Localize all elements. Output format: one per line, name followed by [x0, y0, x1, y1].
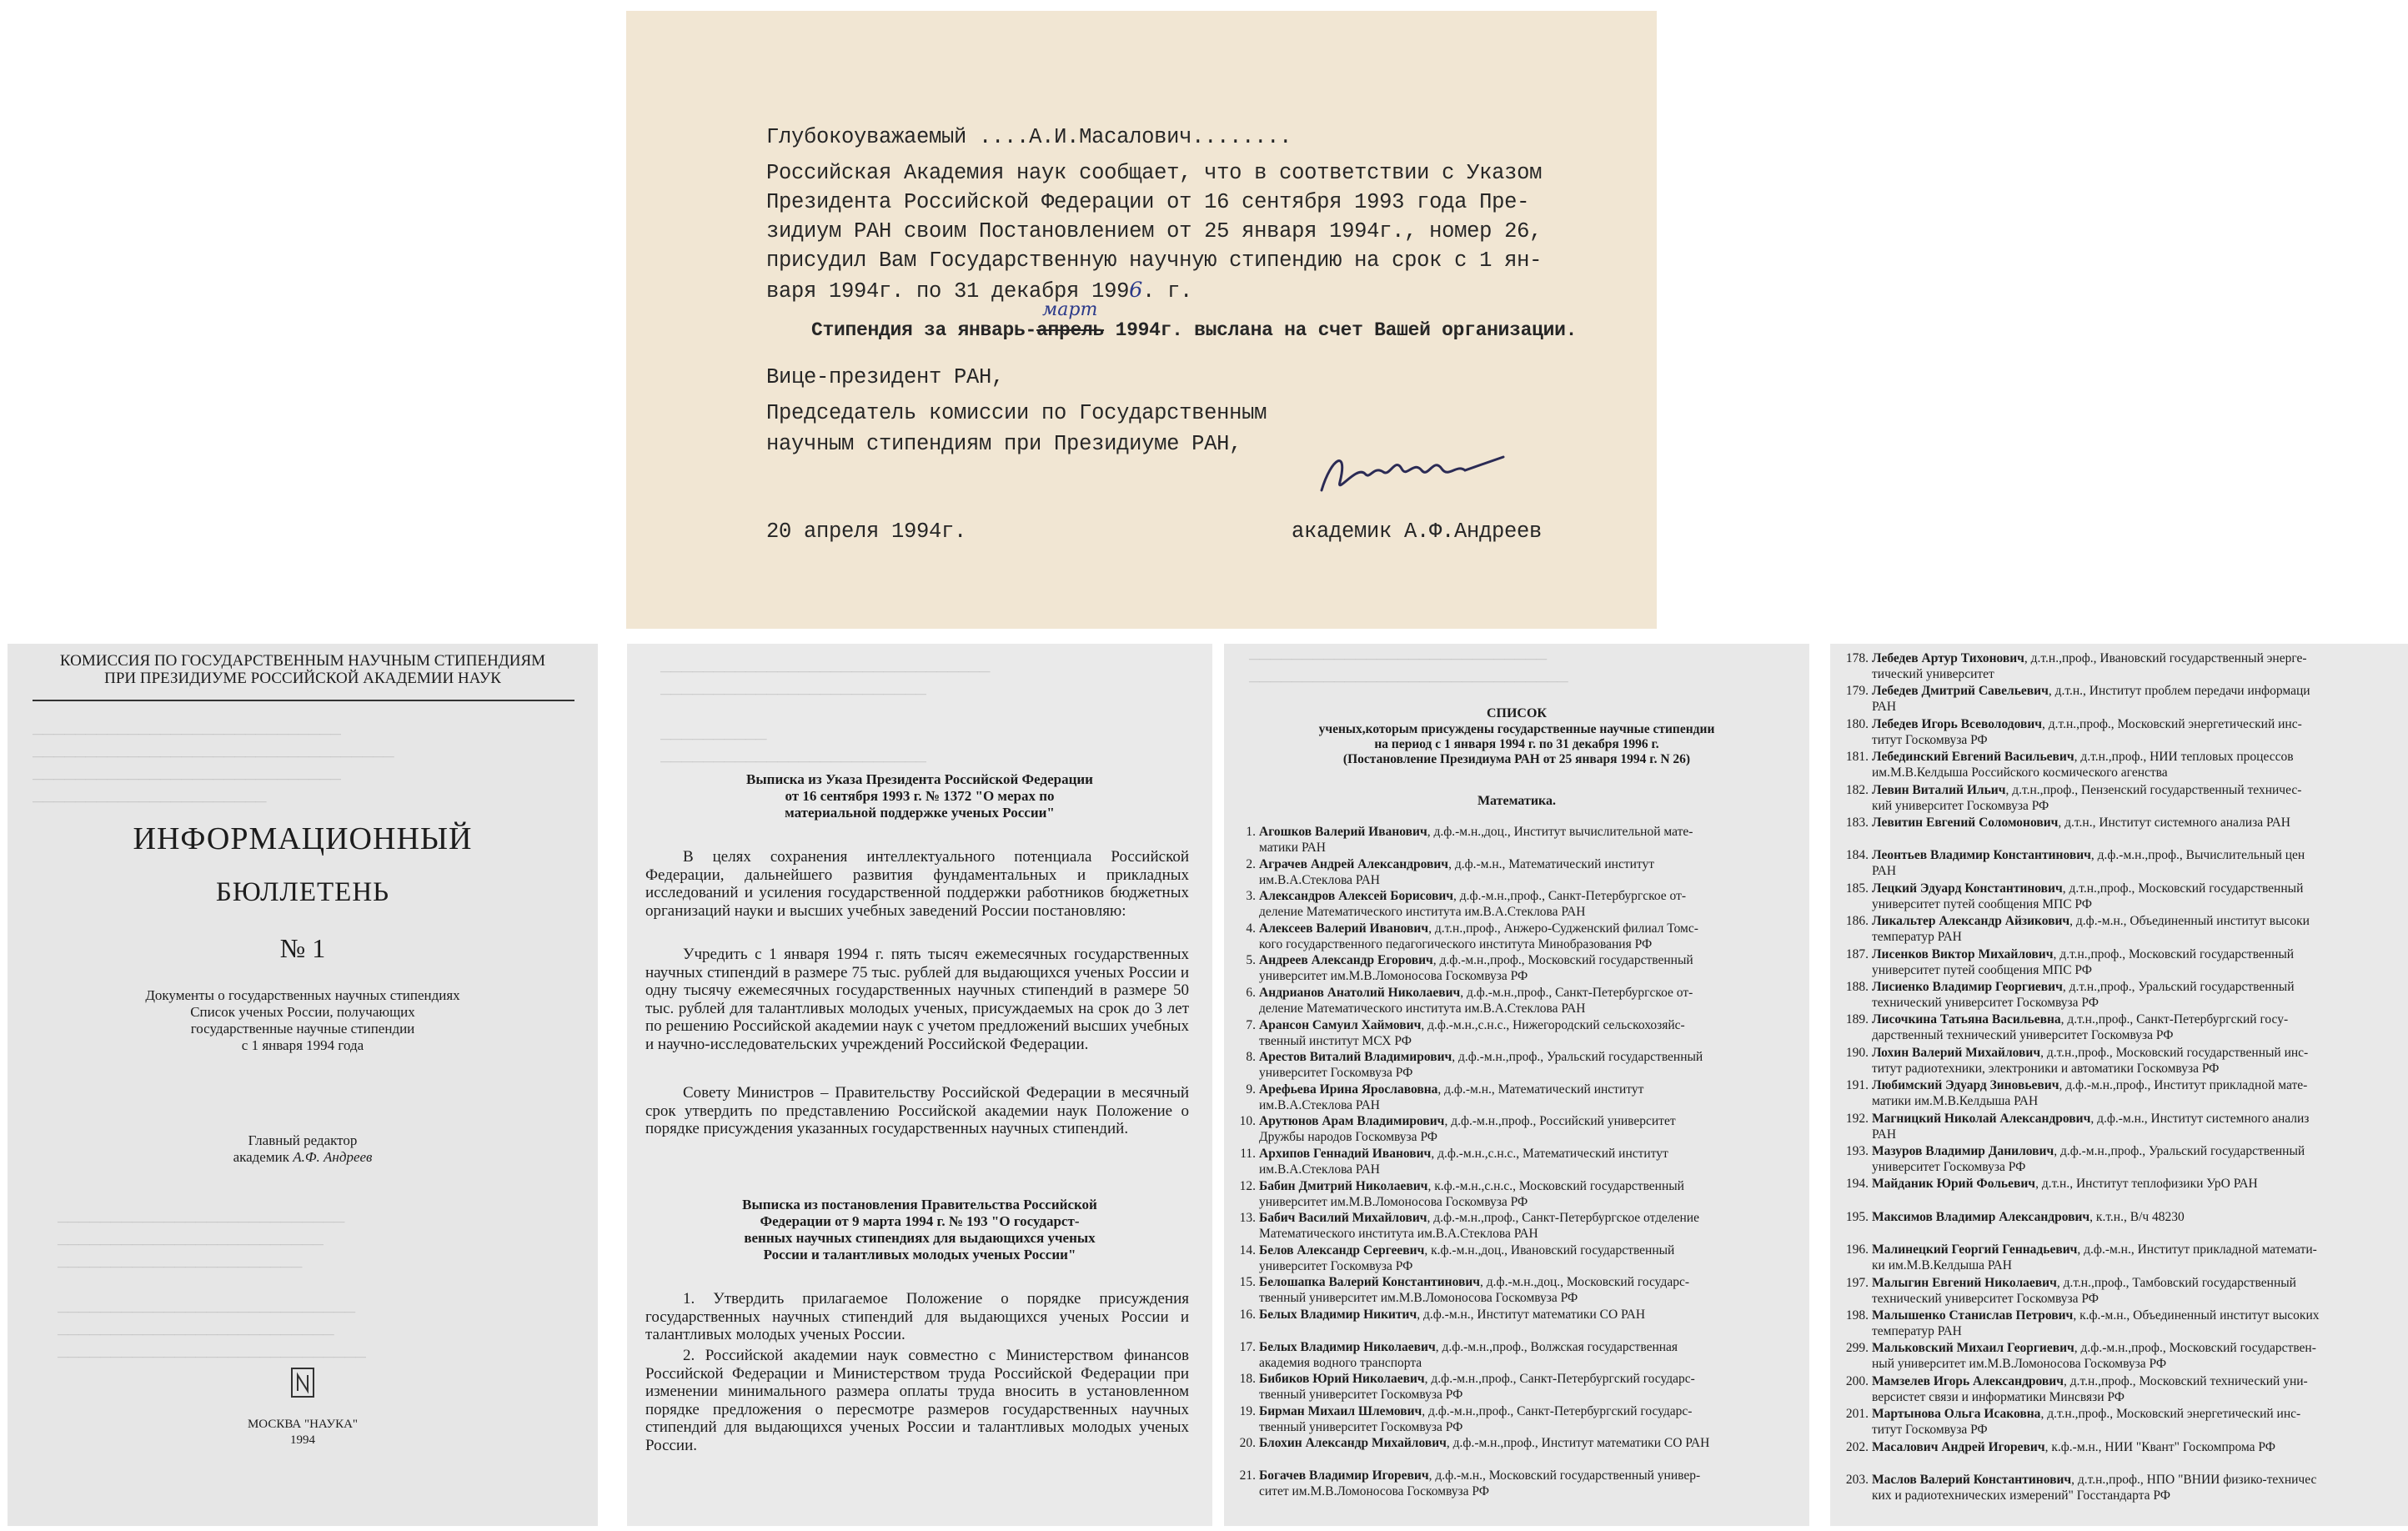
letter-stipend-line: Стипендия за январь-апрель 1994г. выслана на счет Вашей организации. [811, 319, 1578, 341]
handwritten-correction: март [1042, 299, 1098, 320]
list-item-name: Лебедев Игорь Всеволодович [1872, 716, 2043, 731]
list-item-details: , д.ф.-м.н.,с.н.с., Математический институт [1431, 1147, 1668, 1161]
letter-salutation: Глубокоуважаемый ....А.И.Масалович........ [766, 125, 1292, 149]
bleed-through-text: ───────────────────────────── ────────────────────────────────── ───────────────────────────── ────────────────────── [33, 725, 394, 810]
bleed-through-text: ──────────────────────────── ────────────────────────────── [1249, 650, 1568, 690]
list-item [1231, 1435, 1709, 1451]
list-item [1231, 1371, 1695, 1387]
list-item-details: , д.ф.-м.н.,проф., Уральский государственный [1452, 1050, 1703, 1065]
list-item-number: 188. [1845, 980, 1869, 994]
list-item-details: , к.ф.-м.н., НИИ "Квант" Госкомпрома РФ [2044, 1439, 2275, 1454]
list-item-number: 201. [1845, 1407, 1869, 1422]
list-item-details: , д.ф.-м.н.,с.н.с., Нижегородский сельскохозяйс- [1421, 1017, 1685, 1032]
list-item-details: , д.т.н.,проф., НПО "ВНИИ физико-техничес [2071, 1473, 2317, 1487]
list-item [1837, 1111, 2309, 1127]
list-item-continuation: технический университет Госкомвуза РФ [1872, 996, 2099, 1010]
list-item-name: Мамзелев Игорь Александрович [1872, 1373, 2064, 1388]
list-item-number: 198. [1845, 1308, 1869, 1323]
list-item [1837, 979, 2295, 995]
list-item-details: , д.т.н.,проф., Пензенский государственный техничес- [2005, 782, 2302, 797]
list-item-details: , д.ф.-м.н.,проф., Волжская государственная [1435, 1339, 1678, 1354]
list-item-number: 181. [1845, 750, 1869, 765]
list-item-continuation: Дружбы народов Госкомвуза РФ [1259, 1130, 1438, 1145]
list-item-details: , д.ф.-м.н.,проф., Санкт-Петербургский государс- [1422, 1403, 1693, 1418]
list-item-number: 184. [1845, 848, 1869, 863]
list-item-name: Мальковский Михаил Георгиевич [1872, 1341, 2074, 1356]
list-item-continuation: температур РАН [1872, 930, 1962, 945]
list-item-number: 180. [1845, 716, 1869, 731]
list-title: СПИСОК [1486, 706, 1548, 720]
list-item-name: Леонтьев Владимир Константинович [1872, 848, 2091, 863]
list-item [1837, 1406, 2300, 1422]
resolution-paragraph: 1. Утвердить прилагаемое Положение о порядке присуждения государственных научных стипендий для выдающихся ученых России и талантливых молодых ученых России. [645, 1290, 1189, 1343]
list-item-details: , д.ф.-м.н.,проф., Институт прикладной мате- [2059, 1078, 2308, 1093]
cover-title-1: ИНФОРМАЦИОННЫЙ [133, 821, 473, 856]
list-item-name: Малинецкий Георгий Геннадьевич [1872, 1242, 2078, 1257]
list-item [1231, 1017, 1685, 1033]
list-item-number: 6. [1246, 986, 1256, 1000]
list-item-number: 18. [1239, 1372, 1256, 1387]
list-item-name: Богачев Владимир Игоревич [1259, 1468, 1429, 1483]
list-item [1231, 1178, 1684, 1194]
list-item-continuation: РАН [1872, 864, 1897, 879]
list-item-details: , д.т.н.,проф., Московский технический уни- [2063, 1373, 2308, 1388]
list-item-number: 202. [1845, 1439, 1869, 1454]
list-item-number: 14. [1239, 1242, 1256, 1257]
list-item [1231, 1049, 1703, 1065]
list-item-details: , д.ф.-м.н.,доц., Московский государс- [1480, 1275, 1690, 1290]
list-item-details: , д.т.н.,проф., Тамбовский государственный [2056, 1275, 2296, 1290]
list-item [1231, 1274, 1689, 1290]
handwritten-year: 6 [1129, 278, 1143, 303]
list-item-continuation: университет Госкомвуза РФ [1259, 1066, 1413, 1081]
list-item [1837, 1439, 2275, 1455]
list-item-name: Максимов Владимир Александрович [1872, 1209, 2090, 1224]
list-item [1837, 881, 2303, 896]
list-item [1231, 888, 1686, 904]
list-item-name: Ликальтер Александр Айзикович [1872, 914, 2070, 929]
list-item-continuation: университет путей сообщения МПС РФ [1872, 962, 2093, 977]
list-item [1837, 1143, 2305, 1159]
list-item-details: , д.ф.-м.н.,проф., Вычислительный цен [2090, 848, 2305, 863]
list-item-number: 15. [1239, 1275, 1256, 1290]
list-item-number: 1. [1246, 825, 1256, 839]
list-item-name: Лохин Валерий Михайлович [1872, 1045, 2041, 1060]
list-item-name: Малышенко Станислав Петрович [1872, 1308, 2074, 1323]
list-item-continuation: РАН [1872, 1127, 1897, 1142]
list-item [1837, 1275, 2296, 1291]
list-item-name: Лисиенко Владимир Георгиевич [1872, 980, 2063, 994]
list-item-number: 4. [1246, 921, 1256, 936]
list-item-continuation: температур РАН [1872, 1324, 1962, 1338]
list-item-continuation: тический университет [1872, 667, 1994, 681]
list-item-details: , д.т.н.,проф., Анжеро-Судженский филиал Томс- [1428, 921, 1698, 936]
list-item-number: 21. [1239, 1468, 1256, 1483]
list-item-continuation: титут Госкомвуза РФ [1872, 732, 1988, 747]
list-item-details: , д.т.н.,проф., Московский государственный [2062, 881, 2304, 896]
letter-date: 20 апреля 1994г. [766, 520, 967, 544]
list-item-name: Бибиков Юрий Николаевич [1259, 1372, 1425, 1387]
list-item-number: 185. [1845, 881, 1869, 896]
list-item [1231, 1468, 1700, 1483]
list-item [1837, 1472, 2316, 1488]
list-item-continuation: твенный университет Госкомвуза РФ [1259, 1388, 1463, 1403]
list-item-number: 179. [1845, 684, 1869, 699]
cover-number: № 1 [279, 933, 326, 963]
cover-editor: Главный редактор академик А.Ф. Андреев [233, 1132, 373, 1165]
list-item-continuation: им.В.А.Стеклова РАН [1259, 872, 1380, 887]
cover-publisher: МОСКВА "НАУКА" 1994 [247, 1418, 359, 1447]
letter-signature-line: научным стипендиям при Президиуме РАН, [766, 432, 1242, 456]
list-item-continuation: университет путей сообщения МПС РФ [1872, 896, 2093, 911]
letter-body-line: зидиум РАН своим Постановлением от 25 января 1994г., номер 26, [766, 219, 1543, 243]
scholars-list-page-2 [1830, 644, 2408, 1526]
scholars-list-page-1 [1224, 644, 1809, 1526]
list-item-number: 13. [1239, 1211, 1256, 1226]
publisher-logo-icon [291, 1368, 314, 1398]
list-item-name: Магницкий Николай Александрович [1872, 1111, 2091, 1126]
list-item-name: Мазуров Владимир Данилович [1872, 1144, 2054, 1158]
list-item [1837, 1308, 2320, 1323]
list-item-continuation: версистет связи и информатики Минсвязи РФ [1872, 1389, 2125, 1404]
list-item [1231, 1113, 1676, 1129]
list-item-details: , д.т.н.,проф., Санкт-Петербургский госу- [2060, 1012, 2289, 1027]
list-item-details: , к.ф.-м.н.,доц., Ивановский государственный [1424, 1242, 1675, 1257]
list-section: Математика. [1477, 794, 1557, 808]
list-item-continuation: им.В.А.Стеклова РАН [1259, 1162, 1380, 1177]
list-item-details: , д.т.н., Институт системного анализа РАН [2058, 816, 2291, 830]
list-item-continuation: университет им.М.В.Ломоносова Госкомвуза РФ [1259, 1194, 1528, 1209]
list-item-number: 5. [1246, 953, 1256, 968]
list-item-name: Лебедев Дмитрий Савельевич [1872, 684, 2049, 699]
list-item-details: , д.ф.-м.н.,проф., Санкт-Петербургское от- [1453, 889, 1687, 904]
list-item-details: , д.ф.-м.н., Институт системного анализ [2090, 1111, 2310, 1126]
list-item-continuation: ких и радиотехнических измерений" Госстандарта РФ [1872, 1488, 2171, 1503]
list-item-name: Лисенков Виктор Михайлович [1872, 946, 2054, 961]
list-item-details: , д.ф.-м.н.,проф., Российский университет [1444, 1114, 1676, 1129]
list-item-continuation: титут радиотехники, электроники и автоматики Госкомвуза РФ [1872, 1061, 2220, 1076]
list-item-continuation: дарственный технический университет Госкомвуза РФ [1872, 1028, 2174, 1043]
decree-paragraph: Учредить с 1 января 1994 г. пять тысяч ежемесячных государственных научных стипендий в размере 75 тыс. рублей для выдающихся ученых России и одну тысячу ежемесячных государственных научных стипендий в размере 50 тыс. рублей для талантливых молодых ученых, присуждаемых на срок до 3 лет по решению Российской академии наук с учетом предложений высших учебных и научно-исследовательских учреждений Российской Федерации. [645, 946, 1189, 1053]
list-item-name: Белых Владимир Николаевич [1259, 1339, 1436, 1354]
list-item-name: Малыгин Евгений Николаевич [1872, 1275, 2057, 1290]
list-item-continuation: Математического института им.В.А.Стеклова РАН [1259, 1227, 1538, 1242]
bulletin-cover-page [8, 644, 598, 1526]
list-item [1837, 1176, 2258, 1192]
list-item [1231, 1146, 1668, 1162]
list-item-name: Белых Владимир Никитич [1259, 1308, 1417, 1322]
list-item-continuation: ки им.М.В.Келдыша РАН [1872, 1258, 2012, 1273]
list-item [1837, 1373, 2308, 1389]
list-item-details: , д.ф.-м.н.,доц., Институт вычислительной мате- [1427, 825, 1693, 839]
list-item-details: , д.ф.-м.н.,проф., Уральский государственный [2054, 1144, 2305, 1158]
list-item [1231, 985, 1693, 1001]
list-item-name: Мартынова Ольга Исаковна [1872, 1407, 2041, 1422]
letter-signature-line: Председатель комиссии по Государственным [766, 401, 1267, 425]
list-item-number: 8. [1246, 1050, 1256, 1065]
list-item-number: 193. [1845, 1144, 1869, 1158]
list-item-continuation: технический университет Госкомвуза РФ [1872, 1291, 2099, 1306]
list-item-details: , д.т.н.,проф., Московский государственный инс- [2040, 1045, 2309, 1060]
list-item-name: Арутюнов Арам Владимирович [1259, 1114, 1445, 1129]
signature-icon [1315, 432, 1507, 507]
letter-body-line: Российская Академия наук сообщает, что в соответствии с Указом [766, 161, 1543, 185]
list-item [1837, 847, 2305, 863]
decree-heading: Выписка из Указа Президента Российской Федерации от 16 сентября 1993 г. № 1372 "О мерах по материальной поддержке ученых России" [746, 771, 1093, 821]
list-item-continuation: университет им.М.В.Ломоносова Госкомвуза РФ [1259, 969, 1528, 984]
list-item-details: , д.ф.-м.н., Объединенный институт высоки [2069, 914, 2310, 929]
list-item-continuation: матики РАН [1259, 841, 1326, 855]
list-item-name: Блохин Александр Михайлович [1259, 1436, 1447, 1451]
list-item-continuation: деление Математического института им.В.А.Стеклова РАН [1259, 905, 1586, 920]
letter-body-line: присудил Вам Государственную научную стипендию на срок с 1 ян- [766, 248, 1543, 273]
list-item [1231, 1339, 1678, 1355]
list-item [1231, 1403, 1692, 1419]
list-item-number: 2. [1246, 856, 1256, 871]
resolution-paragraph: 2. Российской академии наук совместно с Министерством финансов Российской Федерации и Министерством труда Российской Федерации при изменении минимального размера оплаты труда вносить в установленном порядке предложения о пересмотре размеров государственных научных стипендий для выдающихся ученых России и талантливых молодых ученых России. [645, 1347, 1189, 1454]
list-item-details: , д.т.н.,проф., Ивановский государственный энерге- [2024, 651, 2307, 665]
list-item-continuation: ситет им.М.В.Ломоносова Госкомвуза РФ [1259, 1484, 1490, 1498]
cover-title-2: БЮЛЛЕТЕНЬ [215, 877, 390, 907]
list-item-details: , д.ф.-м.н., Математический институт [1448, 856, 1654, 871]
cover-subtitle: Документы о государственных научных стипендиях Список ученых России, получающих государственные научные стипендии с 1 января 1994 года [145, 987, 460, 1053]
list-item [1231, 824, 1693, 840]
list-item-continuation: твенный университет Госкомвуза РФ [1259, 1419, 1463, 1434]
list-item-details: , д.т.н.,проф., Московский энергетический инс- [2040, 1407, 2301, 1422]
list-item [1837, 782, 2301, 798]
list-item-details: , к.ф.-м.н., Объединенный институт высоких [2073, 1308, 2320, 1323]
list-item-number: 17. [1239, 1339, 1256, 1354]
list-subtitle: ученых,которым присуждены государственные научные стипендии на период с 1 января 1994 г. по 31 декабря 1996 г. (Постановление Президиума РАН от 25 января 1994 г. N 26) [1318, 722, 1715, 766]
list-item-number: 190. [1845, 1045, 1869, 1060]
list-item-details: , д.ф.-м.н., Институт прикладной математи- [2077, 1242, 2317, 1257]
list-item-continuation: университет Госкомвуза РФ [1872, 1160, 2026, 1174]
list-item-continuation: РАН [1872, 700, 1897, 715]
list-item-name: Лисочкина Татьяна Васильевна [1872, 1012, 2061, 1027]
list-item [1231, 1082, 1643, 1097]
list-item-details: , д.т.н.,проф., Московский энергетический инс- [2042, 716, 2302, 731]
list-item-details: , д.ф.-м.н., Московский государственный универ- [1428, 1468, 1701, 1483]
list-item [1231, 1307, 1645, 1323]
decree-paragraph: Совету Министров – Правительству Российской Федерации в месячный срок утвердить по представлению Российской академии наук Положение о порядке присуждения указанных государственных научных стипендий. [645, 1084, 1189, 1137]
list-item-name: Арефьева Ирина Ярославовна [1259, 1082, 1438, 1097]
list-item-continuation: титут Госкомвуза РФ [1872, 1423, 1988, 1438]
list-item [1837, 683, 2310, 699]
list-item-name: Лецкий Эдуард Константинович [1872, 881, 2063, 896]
letter-card [626, 11, 1657, 629]
list-item-name: Арансон Самуил Хаймович [1259, 1017, 1422, 1032]
list-item-number: 10. [1239, 1114, 1256, 1129]
list-item-details: , д.т.н.,проф., Уральский государственный [2062, 980, 2295, 994]
cover-header: КОМИССИЯ ПО ГОСУДАРСТВЕННЫМ НАУЧНЫМ СТИПЕНДИЯМ ПРИ ПРЕЗИДИУМЕ РОССИЙСКОЙ АКАДЕМИИ НАУК [59, 652, 546, 687]
list-item [1837, 1011, 2288, 1027]
list-item-continuation: ный университет им.М.В.Ломоносова Госкомвуза РФ [1872, 1357, 2167, 1372]
list-item-details: , д.ф.-м.н.,проф., Санкт-Петербургское от- [1460, 986, 1693, 1000]
list-item-details: , д.т.н.,проф., Московский государственный [2053, 946, 2295, 961]
list-item-name: Александров Алексей Борисович [1259, 889, 1454, 904]
list-item [1837, 1340, 2316, 1356]
list-item-details: , д.т.н., Институт проблем передачи информаци [2048, 684, 2310, 699]
list-item-details: , д.ф.-м.н., Институт математики СО РАН [1417, 1308, 1646, 1322]
list-item-number: 16. [1239, 1308, 1256, 1322]
list-item-name: Архипов Геннадий Иванович [1259, 1147, 1432, 1161]
list-item [1231, 952, 1693, 968]
list-item [1837, 815, 2290, 831]
list-item-number: 3. [1246, 889, 1256, 904]
list-item-name: Алексеев Валерий Иванович [1259, 921, 1429, 936]
list-item-continuation: кого государственного педагогического института Минобразования РФ [1259, 936, 1653, 951]
header-rule [33, 700, 574, 701]
list-item-number: 12. [1239, 1178, 1256, 1193]
list-item-continuation: кий университет Госкомвуза РФ [1872, 798, 2049, 813]
recipient-name: А.И.Масалович [1029, 125, 1192, 149]
list-item [1837, 946, 2294, 962]
list-item-number: 195. [1845, 1209, 1869, 1224]
list-item-number: 192. [1845, 1111, 1869, 1126]
list-item-name: Майданик Юрий Фольевич [1872, 1177, 2036, 1192]
list-item-number: 186. [1845, 914, 1869, 929]
bleed-through-text: ─────────────────────────── ───────────────────────── ─────────────────────── ──────────────────────────── ────────────────────────── ───────────────────────────── [58, 1213, 366, 1365]
list-item-details: , д.ф.-м.н.,проф., Санкт-Петербургское отделение [1427, 1211, 1699, 1226]
resolution-heading: Выписка из постановления Правительства Российской Федерации от 9 марта 1994 г. № 193 "О государст- венных научных стипендиях для выдающихся ученых России и талантливых молодых ученых России" [742, 1197, 1097, 1262]
letter-body-line: Президента Российской Федерации от 16 сентября 1993 года Пре- [766, 190, 1530, 214]
list-item-number: 187. [1845, 946, 1869, 961]
list-item-continuation: твенный институт МСХ РФ [1259, 1033, 1412, 1048]
list-item-name: Бабич Василий Михайлович [1259, 1211, 1427, 1226]
list-item-name: Бабин Дмитрий Николаевич [1259, 1178, 1428, 1193]
list-item-number: 178. [1845, 651, 1869, 665]
list-item [1231, 921, 1698, 936]
list-item-name: Левитин Евгений Соломонович [1872, 816, 2059, 830]
list-item-name: Маслов Валерий Константинович [1872, 1473, 2072, 1487]
list-item-continuation: им.М.В.Келдыша Российского космического агенства [1872, 766, 2168, 781]
list-item-number: 197. [1845, 1275, 1869, 1290]
list-item-name: Левин Виталий Ильич [1872, 782, 2006, 797]
list-item-details: , к.т.н., В/ч 48230 [2089, 1209, 2185, 1224]
list-item-continuation: им.В.А.Стеклова РАН [1259, 1097, 1380, 1112]
list-item-name: Лебедев Артур Тихонович [1872, 651, 2024, 665]
list-item-continuation: деление Математического института им.В.А.Стеклова РАН [1259, 1001, 1586, 1016]
list-item-number: 9. [1246, 1082, 1256, 1097]
list-item-number: 196. [1845, 1242, 1869, 1257]
letter-signature-line: Вице-президент РАН, [766, 365, 1005, 389]
bleed-through-text: ─────────────────────────────── ───────────────────────── ────────── ───────────────────────── [660, 663, 991, 770]
list-item-number: 19. [1239, 1403, 1256, 1418]
list-item-number: 183. [1845, 816, 1869, 830]
list-item-details: , д.т.н., Институт теплофизики УрО РАН [2035, 1177, 2258, 1192]
list-item-name: Арестов Виталий Владимирович [1259, 1050, 1452, 1065]
list-item-continuation: твенный университет им.М.В.Ломоносова Госкомвуза РФ [1259, 1291, 1578, 1306]
list-item-name: Белов Александр Сергеевич [1259, 1242, 1425, 1257]
list-item-details: , д.ф.-м.н.,проф., Московский государствен- [2074, 1341, 2316, 1356]
list-item-name: Белошапка Валерий Константинович [1259, 1275, 1481, 1290]
letter-signer: академик А.Ф.Андреев [1292, 520, 1543, 544]
list-item-details: , д.ф.-м.н.,проф., Московский государственный [1432, 953, 1693, 968]
list-item-name: Лебединский Евгений Васильевич [1872, 750, 2074, 765]
list-item-name: Любимский Эдуард Зиновьевич [1872, 1078, 2059, 1093]
list-item-name: Масалович Андрей Игоревич [1872, 1439, 2045, 1454]
list-item-details: , д.ф.-м.н.,проф., Санкт-Петербургский государс- [1424, 1372, 1695, 1387]
list-item-continuation: матики им.М.В.Келдыша РАН [1872, 1094, 2039, 1109]
list-item-number: 203. [1845, 1473, 1869, 1487]
list-item-name: Андрианов Анатолий Николаевич [1259, 986, 1461, 1000]
list-item [1231, 1210, 1699, 1226]
list-item-name: Аграчев Андрей Александрович [1259, 856, 1449, 871]
list-item-details: , д.т.н.,проф., НИИ тепловых процессов [2074, 750, 2294, 765]
list-item-name: Агошков Валерий Иванович [1259, 825, 1427, 839]
list-item [1231, 1242, 1674, 1258]
list-item-number: 299. [1845, 1341, 1869, 1356]
list-item-number: 194. [1845, 1177, 1869, 1192]
list-item-number: 20. [1239, 1436, 1256, 1451]
list-item-details: , д.ф.-м.н.,проф., Институт математики СО РАН [1446, 1436, 1710, 1451]
decree-paragraph: В целях сохранения интеллектуального потенциала Российской Федерации, дальнейшего развития фундаментальных и прикладных исследований и усиления государственной поддержки работников бюджетных организаций науки и высших учебных заведений России постановляю: [645, 848, 1189, 920]
list-item [1837, 1045, 2308, 1061]
list-item-number: 189. [1845, 1012, 1869, 1027]
list-item-number: 11. [1240, 1147, 1256, 1161]
list-item [1837, 749, 2294, 765]
list-item-number: 7. [1246, 1017, 1256, 1032]
list-item [1837, 1209, 2185, 1225]
list-item [1837, 650, 2307, 666]
list-item-continuation: университет Госкомвуза РФ [1259, 1258, 1413, 1273]
list-item-continuation: академия водного транспорта [1259, 1355, 1422, 1370]
list-item [1837, 1242, 2317, 1257]
list-item-details: , д.ф.-м.н., Математический институт [1437, 1082, 1644, 1097]
list-item [1231, 856, 1654, 872]
letter-body-line: варя 1994г. по 31 декабря 1996. г. [766, 278, 1193, 304]
list-item-name: Бирман Михаил Шлемович [1259, 1403, 1422, 1418]
list-item-name: Андреев Александр Егорович [1259, 953, 1433, 968]
list-item-number: 182. [1845, 782, 1869, 797]
list-item-number: 191. [1845, 1078, 1869, 1093]
list-item-details: , к.ф.-м.н.,с.н.с., Московский государственный [1427, 1178, 1684, 1193]
list-item [1837, 1077, 2307, 1093]
list-item [1837, 716, 2302, 732]
list-item [1837, 913, 2310, 929]
decree-page [627, 644, 1212, 1526]
list-item-number: 200. [1845, 1373, 1869, 1388]
